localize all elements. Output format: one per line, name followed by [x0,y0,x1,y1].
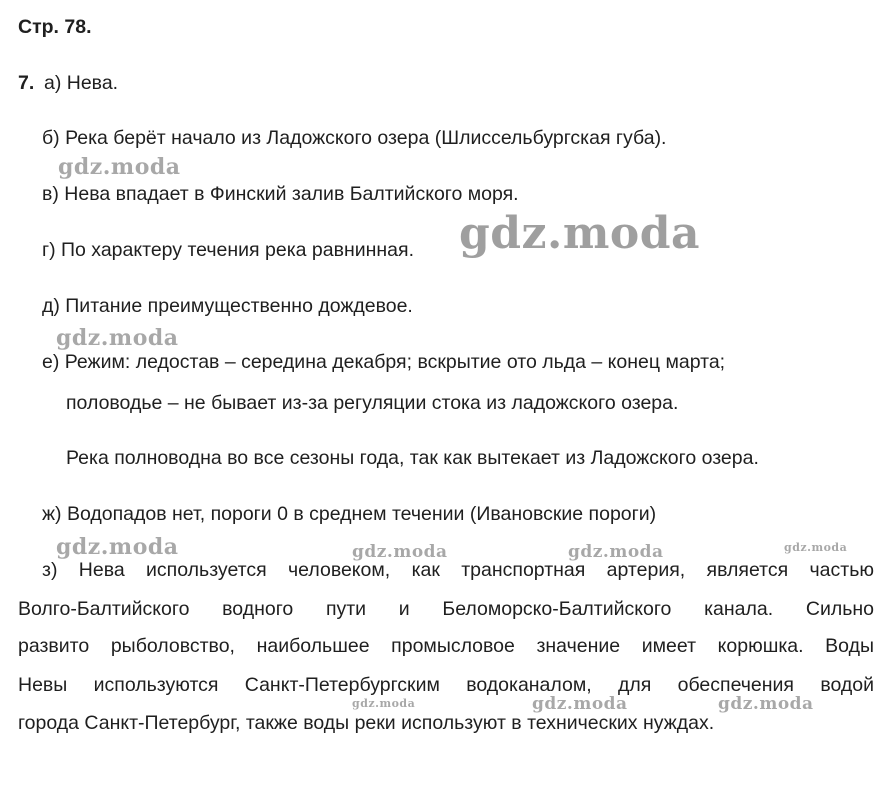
answer-v: в) Нева впадает в Финский залив Балтийского моря. [42,183,519,205]
answer-z-line-5: города Санкт-Петербург, также воды реки используют в технических нуждах. [18,712,715,734]
answer-z-line-2: Волго-Балтийского водного пути и Беломорско-Балтийского канала. Сильно [18,598,874,620]
watermark: gdz.moda [718,694,814,714]
answer-e-line-1: е) Режим: ледостав – середина декабря; вскрытие ото льда – конец марта; [42,351,726,373]
watermark-large: gdz.moda [459,208,701,259]
watermark: gdz.moda [352,542,448,562]
answer-g: г) По характеру течения река равнинная. [42,239,415,261]
watermark: gdz.moda [56,534,179,560]
watermark: gdz.moda [784,541,848,554]
watermark: gdz.moda [532,694,628,714]
answer-z-line-1: з) Нева используется человеком, как транспортная артерия, является частью [42,559,874,581]
watermark: gdz.moda [58,154,181,180]
answer-b: б) Река берёт начало из Ладожского озера (Шлиссельбургская губа). [42,127,667,149]
watermark: gdz.moda [568,542,664,562]
watermark: gdz.moda [352,697,416,710]
answer-e-line-2: половодье – не бывает из-за регуляции стока из ладожского озера. [66,392,679,414]
page-header: Стр. 78. [18,16,92,38]
answer-z-line-4: Невы используются Санкт-Петербургским водоканалом, для обеспечения водой [18,674,874,696]
answer-d: д) Питание преимущественно дождевое. [42,295,413,317]
answer-zh: ж) Водопадов нет, пороги 0 в среднем течении (Ивановские пороги) [42,503,657,525]
answer-e-line-3: Река полноводна во все сезоны года, так как вытекает из Ладожского озера. [66,447,759,469]
answer-a: а) Нева. [44,72,119,94]
task-number: 7. [18,72,35,94]
watermark: gdz.moda [56,325,179,351]
answer-z-line-3: развито рыболовство, наибольшее промысловое значение имеет корюшка. Воды [18,635,874,657]
